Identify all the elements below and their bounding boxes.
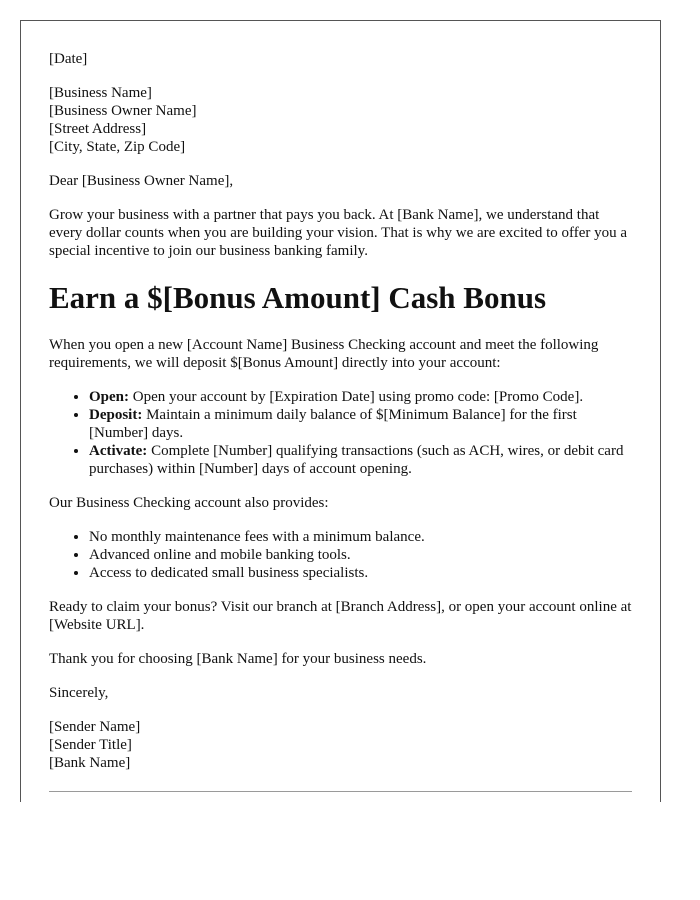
- recipient-owner-name: [Business Owner Name]: [49, 103, 197, 119]
- letter-page: [20, 20, 661, 802]
- requirement-label: Deposit:: [89, 407, 143, 423]
- closing: Sincerely,: [49, 685, 109, 701]
- recipient-city-state-zip: [City, State, Zip Code]: [49, 139, 186, 155]
- list-item: [89, 406, 632, 442]
- requirement-label: Open:: [89, 389, 130, 405]
- signature-block: [49, 718, 632, 772]
- recipient-address: [49, 84, 632, 156]
- recipient-business-name: [Business Name]: [49, 85, 152, 101]
- footer-divider: [49, 791, 632, 792]
- recipient-street: [Street Address]: [49, 121, 147, 137]
- sender-title: [Sender Title]: [49, 737, 132, 753]
- sender-name: [Sender Name]: [49, 719, 141, 735]
- list-item: • No monthly maintenance fees with a minimum balance.: [89, 528, 632, 546]
- list-item: • Advanced online and mobile banking tools.: [89, 546, 632, 564]
- features-intro: Our Business Checking account also provides:: [49, 495, 329, 511]
- features-list: [49, 528, 632, 582]
- call-to-action: Ready to claim your bonus? Visit our branch at [Branch Address], or open your account online at [Website URL].: [49, 599, 632, 633]
- list-item: [89, 388, 632, 406]
- requirement-label: Activate:: [89, 443, 148, 459]
- requirement-text: Complete [Number] qualifying transactions (such as ACH, wires, or debit card purchases) within [Number] days of account opening.: [89, 443, 624, 477]
- requirement-text: Open your account by [Expiration Date] using promo code: [Promo Code].: [129, 389, 584, 405]
- intro-paragraph: Grow your business with a partner that pays you back. At [Bank Name], we understand that every dollar counts when you are building your vision. That is why we are excited to offer you a special incentive to join our business banking family.: [49, 207, 628, 259]
- list-item: • Access to dedicated small business specialists.: [89, 564, 632, 582]
- thanks-paragraph: Thank you for choosing [Bank Name] for your business needs.: [49, 651, 427, 667]
- salutation: Dear [Business Owner Name],: [49, 173, 234, 189]
- requirement-text: Maintain a minimum daily balance of $[Minimum Balance] for the first [Number] days.: [89, 407, 577, 441]
- offer-heading: Earn a $[Bonus Amount] Cash Bonus: [49, 280, 547, 315]
- sender-bank-name: [Bank Name]: [49, 755, 131, 771]
- list-item: [89, 442, 632, 478]
- letter-date: [Date]: [49, 51, 88, 67]
- requirements-intro: When you open a new [Account Name] Business Checking account and meet the following requirements, we will deposit $[Bonus Amount] directly into your account:: [49, 337, 599, 371]
- requirements-list: [49, 388, 632, 478]
